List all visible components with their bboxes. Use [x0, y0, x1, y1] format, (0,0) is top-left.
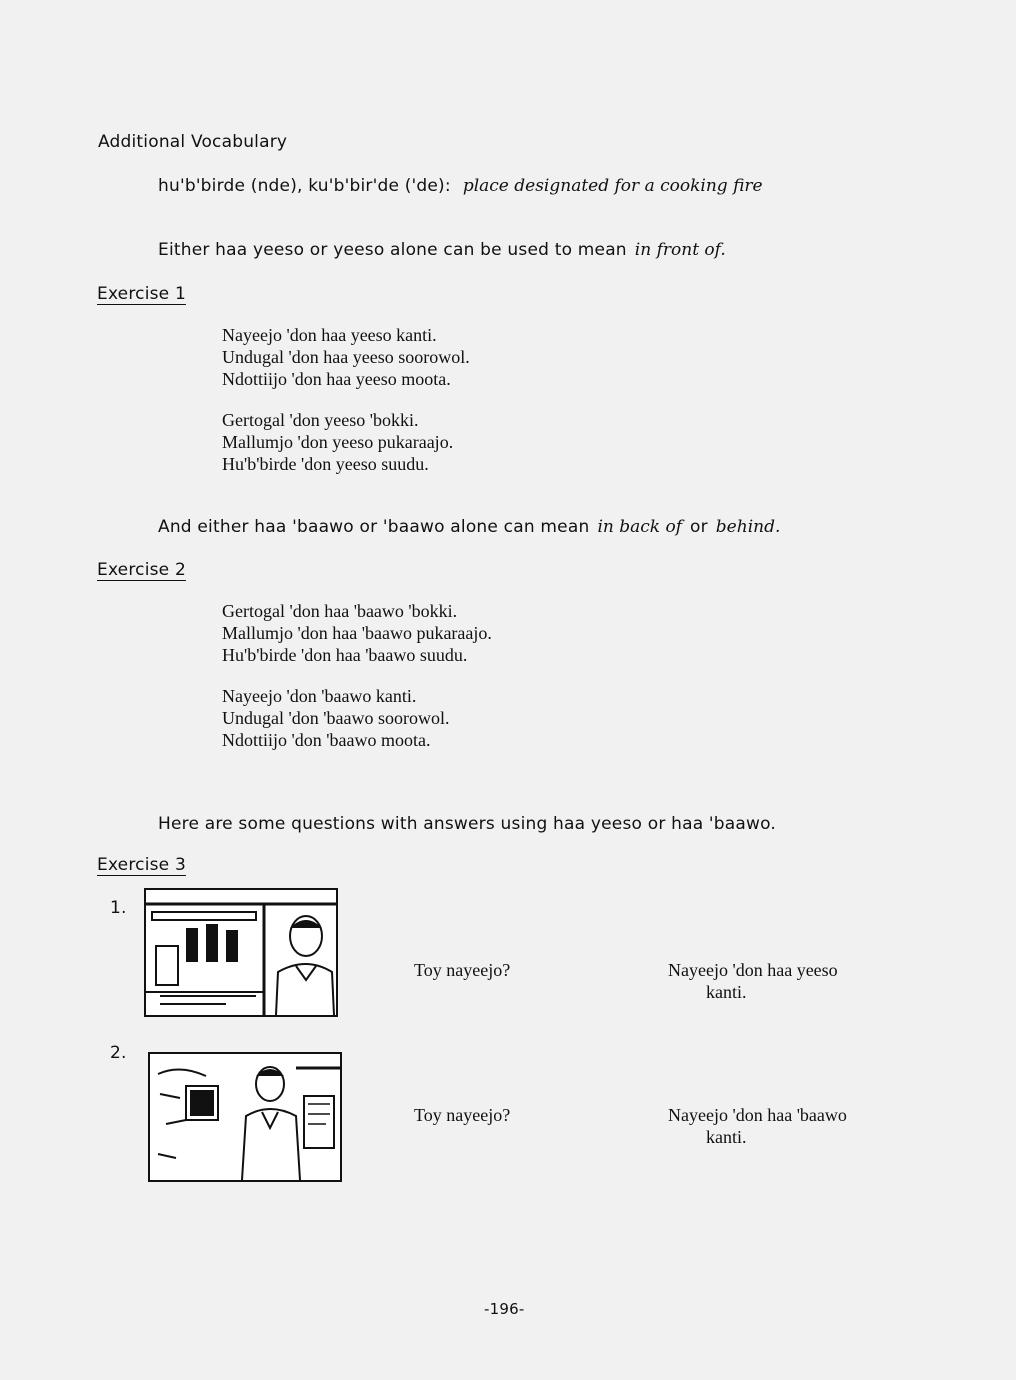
exercise2-title: Exercise 2: [97, 560, 186, 580]
sentence: Hu'b'birde 'don yeeso suudu.: [222, 454, 429, 474]
exercise3-title: Exercise 3: [97, 855, 186, 875]
exercise1-group-b: [222, 409, 453, 475]
answer-line-2: kanti.: [706, 1127, 747, 1147]
vocab-definition: place designated for a cooking fire: [462, 176, 763, 196]
note-questions: Here are some questions with answers using haa yeeso or haa 'baawo.: [158, 814, 777, 834]
note-in-back-of: [158, 517, 780, 537]
sentence: Hu'b'birde 'don haa 'baawo suudu.: [222, 645, 468, 665]
vocab-term: hu'b'birde (nde), ku'b'bir'de ('de):: [158, 176, 451, 196]
sentence: Nayeejo 'don haa yeeso kanti.: [222, 325, 437, 345]
note2-emph2: behind.: [715, 517, 781, 537]
sentence: Gertogal 'don yeeso 'bokki.: [222, 410, 419, 430]
note2-or: or: [690, 517, 708, 537]
item-number: 1.: [110, 898, 127, 918]
sentence: Ndottiijo 'don 'baawo moota.: [222, 730, 431, 750]
illustration-person-in-back-of-shop: [148, 1052, 342, 1182]
exercise1-group-a: [222, 324, 470, 390]
note1-emph: in front of.: [634, 240, 726, 260]
vocab-entry: [158, 176, 763, 196]
sentence: Mallumjo 'don yeeso pukaraajo.: [222, 432, 454, 452]
note1-text: Either haa yeeso or yeeso alone can be used to mean: [158, 240, 627, 260]
sentence: Gertogal 'don haa 'baawo 'bokki.: [222, 601, 458, 621]
question: Toy nayeejo?: [414, 960, 511, 980]
answer-line-1: Nayeejo 'don haa 'baawo: [668, 1105, 847, 1125]
note2-emph1: in back of: [597, 517, 682, 537]
note2-text: And either haa 'baawo or 'baawo alone can mean: [158, 517, 590, 537]
illustration-person-in-front-of-shop: [144, 888, 338, 1017]
exercise2-group-a: [222, 600, 492, 666]
sentence: Ndottiijo 'don haa yeeso moota.: [222, 369, 451, 389]
sketch-image: [146, 890, 336, 1015]
sentence: Mallumjo 'don haa 'baawo pukaraajo.: [222, 623, 492, 643]
section-heading: Additional Vocabulary: [98, 132, 288, 152]
exercise2-group-b: [222, 685, 449, 751]
sentence: Nayeejo 'don 'baawo kanti.: [222, 686, 417, 706]
sentence: Undugal 'don 'baawo soorowol.: [222, 708, 450, 728]
answer-line-2: kanti.: [706, 982, 747, 1002]
question: Toy nayeejo?: [414, 1105, 511, 1125]
exercise1-title: Exercise 1: [97, 284, 186, 304]
page-number: -196-: [484, 1300, 525, 1318]
note-in-front-of: [158, 240, 726, 260]
answer-line-1: Nayeejo 'don haa yeeso: [668, 960, 838, 980]
sentence: Undugal 'don haa yeeso soorowol.: [222, 347, 470, 367]
sketch-image: [150, 1054, 340, 1180]
item-number: 2.: [110, 1043, 127, 1063]
